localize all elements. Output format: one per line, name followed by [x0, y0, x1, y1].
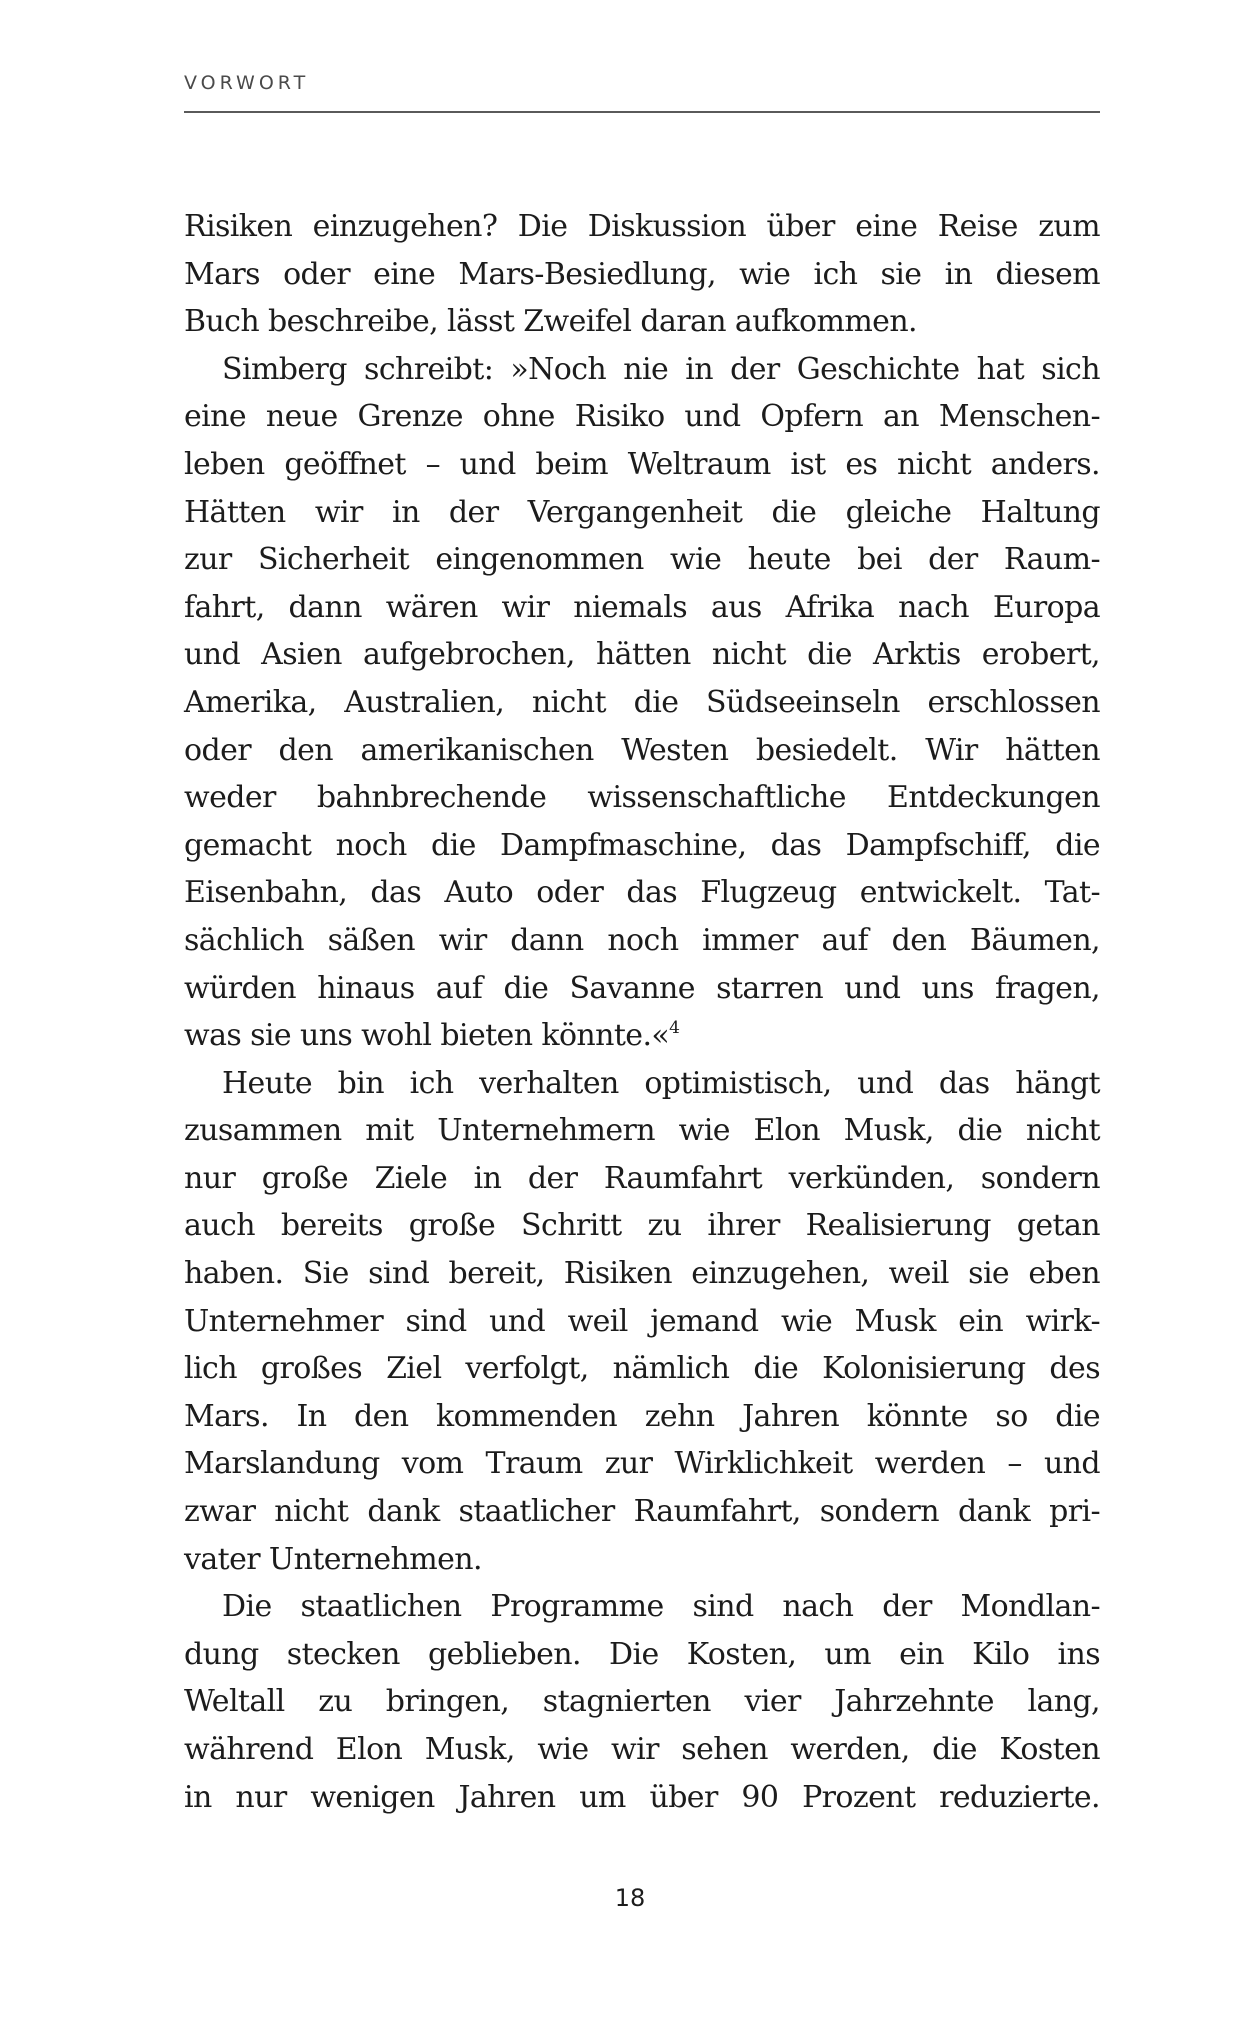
text-line: weder bahnbrechende wissenschaftliche Entdeckungen [184, 780, 1100, 816]
paragraph [184, 346, 1100, 1060]
text-line: fahrt, dann wären wir niemals aus Afrika nach Europa [184, 589, 1100, 625]
text-line: Marslandung vom Traum zur Wirklichkeit werden – und [184, 1446, 1100, 1482]
header-rule [184, 111, 1100, 113]
text-line: Amerika, Australien, nicht die Südseeinseln erschlossen [184, 684, 1100, 720]
text-line: Unternehmer sind und weil jemand wie Musk ein wirk- [184, 1303, 1100, 1339]
text-line: auch bereits große Schritt zu ihrer Realisierung getan [184, 1208, 1100, 1244]
text-line: in nur wenigen Jahren um über 90 Prozent reduzierte. [184, 1779, 1100, 1815]
text-line: gemacht noch die Dampfmaschine, das Dampfschiff, die [184, 827, 1100, 863]
text-line: haben. Sie sind bereit, Risiken einzugehen, weil sie eben [184, 1256, 1100, 1292]
text-line: Heute bin ich verhalten optimistisch, und das hängt [222, 1065, 1100, 1101]
page-number: 18 [614, 1884, 646, 1912]
text-line: Mars. In den kommenden zehn Jahren könnte so die [184, 1398, 1100, 1434]
text-line: lich großes Ziel verfolgt, nämlich die Kolonisierung des [184, 1351, 1100, 1387]
text-line: eine neue Grenze ohne Risiko und Opfern an Menschen- [184, 399, 1100, 435]
paragraph [184, 1060, 1100, 1584]
text-line: was sie uns wohl bieten könnte.«$^4$ [184, 1018, 680, 1054]
text-line: Simberg schreibt: »Noch nie in der Geschichte hat sich [222, 351, 1100, 387]
text-line: Hätten wir in der Vergangenheit die gleiche Haltung [184, 494, 1100, 530]
text-line: Risiken einzugehen? Die Diskussion über eine Reise zum [184, 209, 1100, 244]
text-line: leben geöffnet – und beim Weltraum ist es nicht anders. [184, 446, 1100, 482]
text-line: zusammen mit Unternehmern wie Elon Musk, die nicht [184, 1113, 1100, 1149]
running-head: VORWORT [184, 72, 310, 94]
text-line: Mars oder eine Mars-Besiedlung, wie ich sie in diesem [184, 256, 1100, 292]
text-line: nur große Ziele in der Raumfahrt verkünden, sondern [184, 1160, 1100, 1196]
text-line: Buch beschreibe, lässt Zweifel daran aufkommen. [184, 304, 917, 340]
text-line: würden hinaus auf die Savanne starren und uns fragen, [184, 970, 1100, 1006]
text-line: Weltall zu bringen, stagnierten vier Jahrzehnte lang, [184, 1684, 1100, 1720]
footnote-marker: 4 [669, 1018, 680, 1039]
text-line: vater Unternehmen. [184, 1541, 482, 1577]
text-line: dung stecken geblieben. Die Kosten, um ein Kilo ins [184, 1636, 1100, 1672]
text-line: zwar nicht dank staatlicher Raumfahrt, sondern dank pri- [184, 1494, 1100, 1530]
text-line: sächlich säßen wir dann noch immer auf den Bäumen, [184, 922, 1100, 958]
text-line: oder den amerikanischen Westen besiedelt. Wir hätten [184, 732, 1100, 768]
text-line: und Asien aufgebrochen, hätten nicht die Arktis erobert, [184, 637, 1100, 673]
paragraph [184, 1583, 1100, 1821]
text-line: Die staatlichen Programme sind nach der Mondlan- [222, 1589, 1100, 1625]
text-line: während Elon Musk, wie wir sehen werden, die Kosten [184, 1732, 1100, 1767]
body-text [184, 203, 1100, 1821]
text-line: Eisenbahn, das Auto oder das Flugzeug entwickelt. Tat- [184, 875, 1100, 911]
paragraph [184, 203, 1100, 346]
text-line: zur Sicherheit eingenommen wie heute bei der Raum- [184, 542, 1100, 578]
